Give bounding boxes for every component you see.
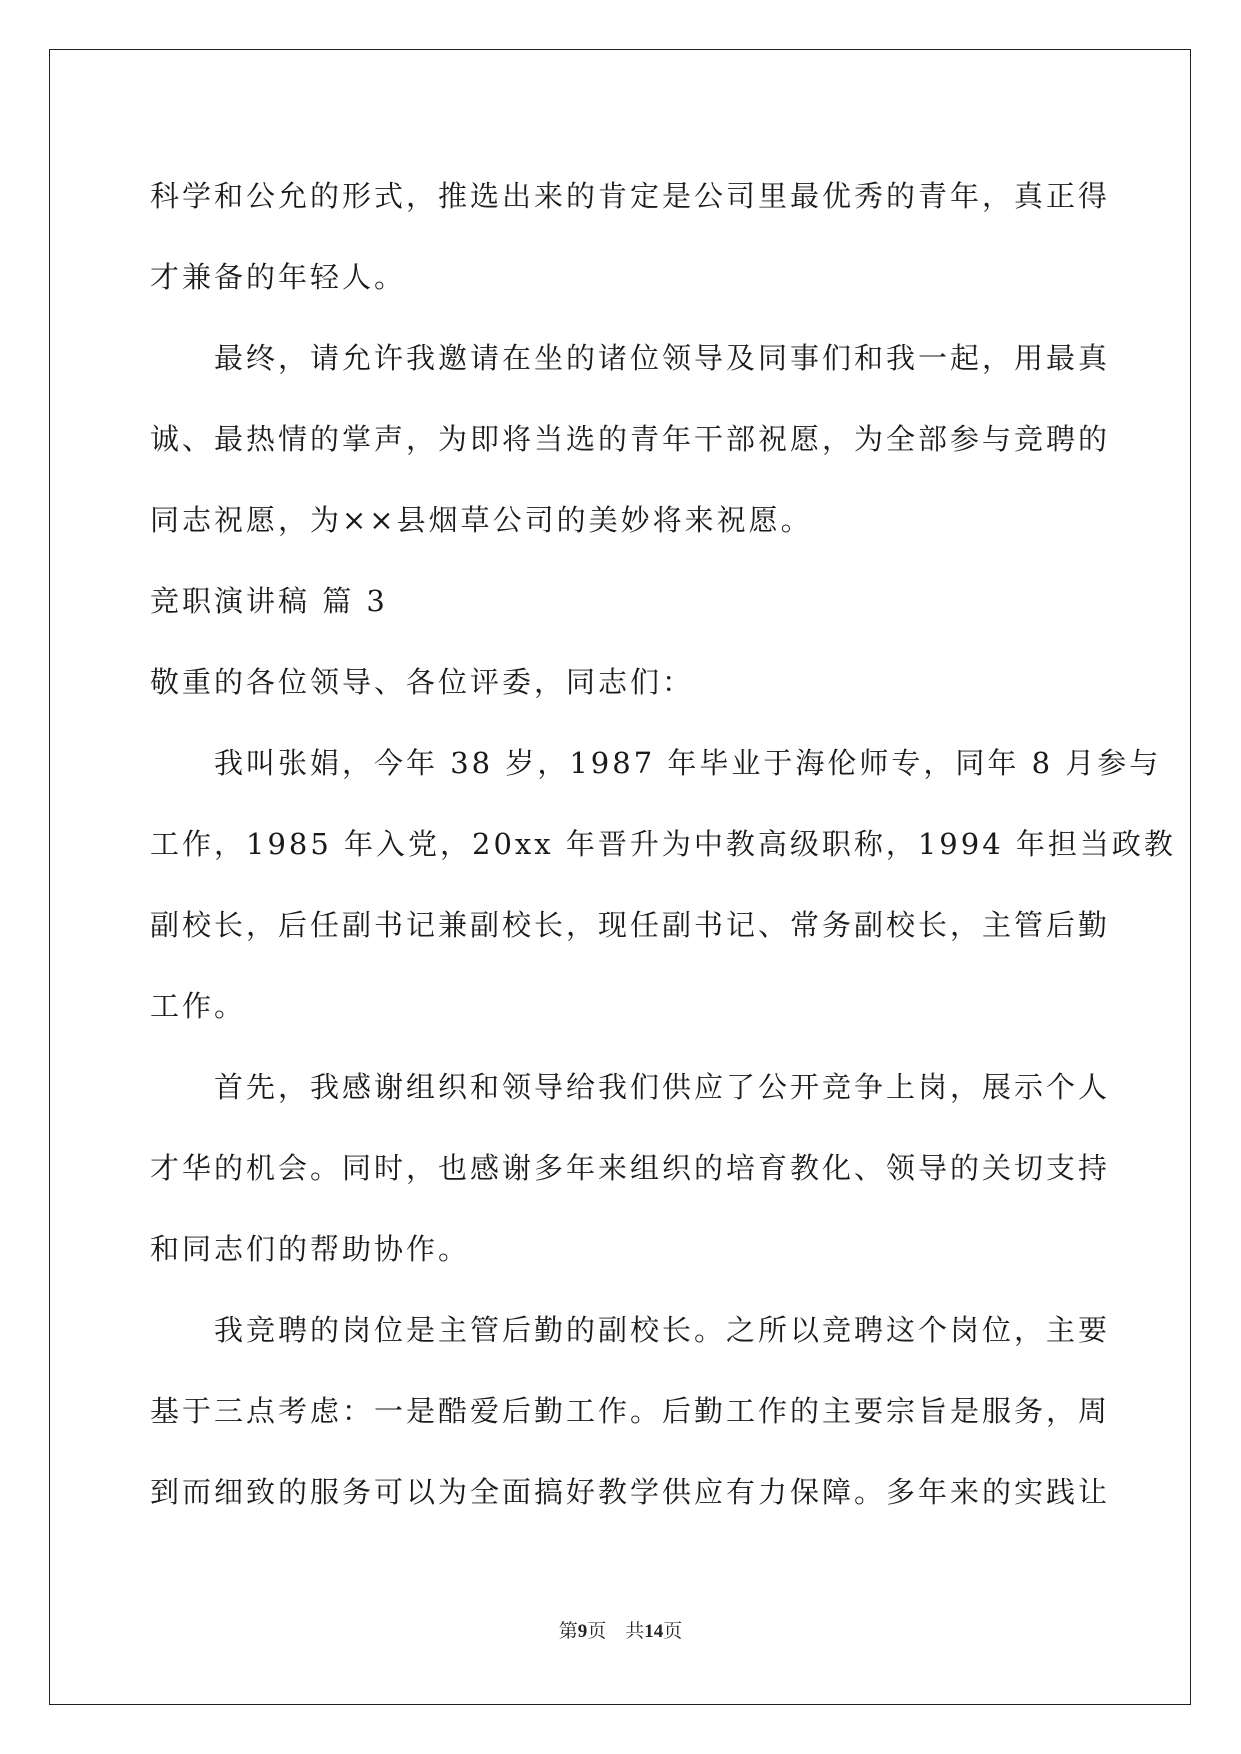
salutation: 敬重的各位领导、各位评委，同志们： [150, 665, 695, 699]
footer-suffix: 页 [663, 1620, 683, 1642]
paragraph-start: 首先，我感谢组织和领导给我们供应了公开竞争上岗，展示个人 [214, 1070, 1111, 1104]
footer-prefix: 第 [558, 1620, 578, 1642]
text-line: 基于三点考虑：一是酷爱后勤工作。后勤工作的主要宗旨是服务，周 [150, 1394, 1111, 1428]
text-line: 工作，1985 年入党，20xx 年晋升为中教高级职称，1994 年担当政教 [150, 827, 1176, 861]
section-heading: 竞职演讲稿 篇 3 [150, 584, 388, 618]
text-line: 工作。 [150, 989, 247, 1023]
text-line: 到而细致的服务可以为全面搞好教学供应有力保障。多年来的实践让 [150, 1475, 1111, 1509]
text-line: 副校长，后任副书记兼副校长，现任副书记、常务副校长，主管后勤 [150, 908, 1111, 942]
paragraph-start: 我叫张娟，今年 38 岁，1987 年毕业于海伦师专，同年 8 月参与 [214, 746, 1162, 780]
text-line: 和同志们的帮助协作。 [150, 1232, 471, 1266]
page-footer [0, 1616, 1241, 1643]
document-body [150, 156, 1176, 1533]
paragraph-start: 最终，请允许我邀请在坐的诸位领导及同事们和我一起，用最真 [214, 341, 1111, 375]
paragraph-start: 我竞聘的岗位是主管后勤的副校长。之所以竞聘这个岗位，主要 [214, 1313, 1111, 1347]
current-page-number: 9 [577, 1621, 588, 1642]
total-page-count: 14 [644, 1621, 664, 1642]
text-line: 同志祝愿，为××县烟草公司的美妙将来祝愿。 [150, 503, 813, 537]
text-line: 才华的机会。同时，也感谢多年来组织的培育教化、领导的关切支持 [150, 1151, 1111, 1185]
text-line: 科学和公允的形式，推选出来的肯定是公司里最优秀的青年，真正得 [150, 179, 1111, 213]
text-line: 诚、最热情的掌声，为即将当选的青年干部祝愿，为全部参与竞聘的 [150, 422, 1111, 456]
footer-mid: 页 共 [587, 1620, 645, 1642]
text-line: 才兼备的年轻人。 [150, 260, 407, 294]
